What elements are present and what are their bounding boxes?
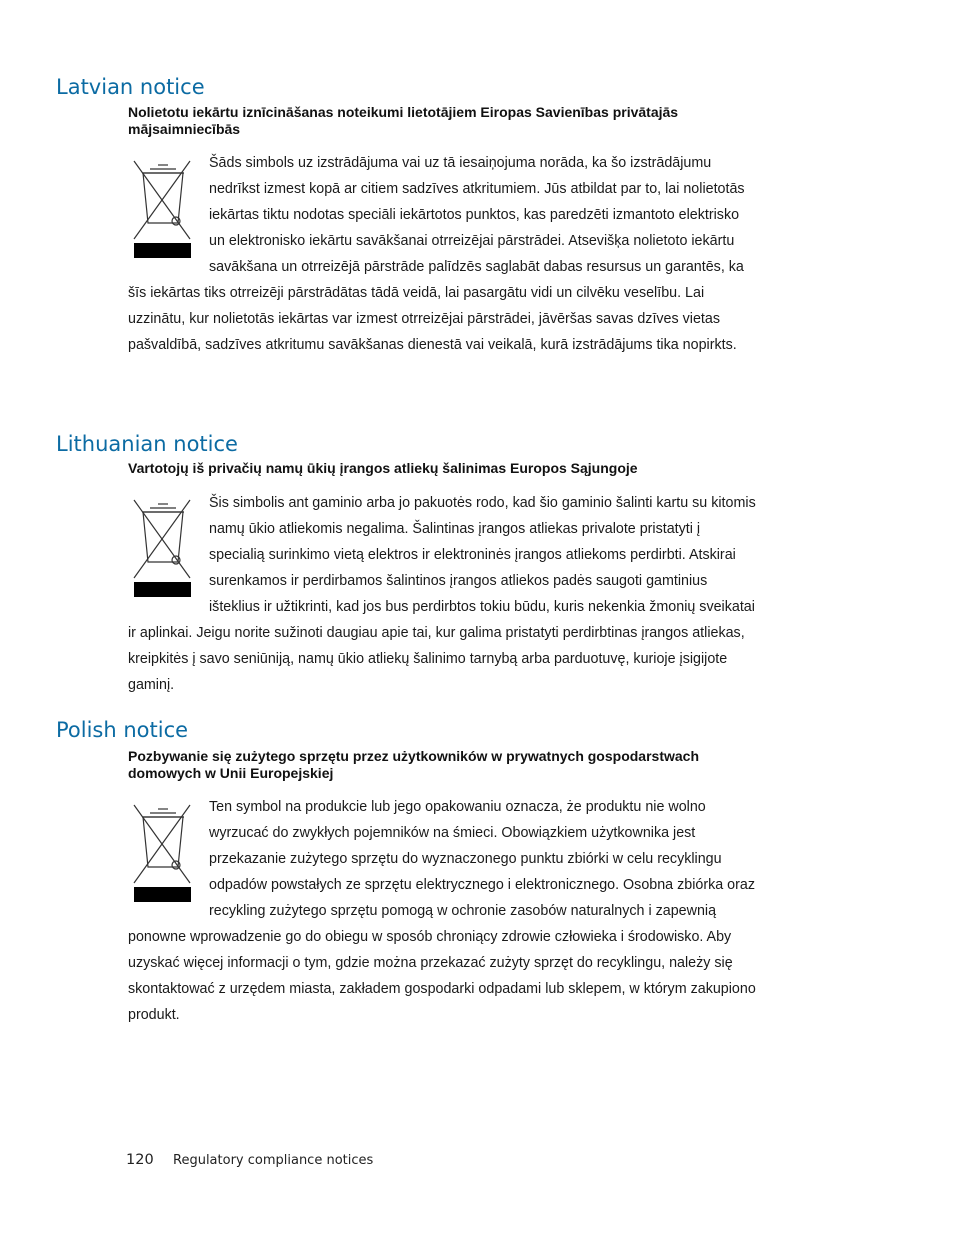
page-number: 120 [126, 1152, 154, 1168]
latvian-notice-heading: Latvian notice [56, 75, 205, 99]
polish-notice-body: Ten symbol na produkcie lub jego opakowaniu oznacza, że produktu nie wolno wyrzucać do zwykłych pojemników na śmieci. Obowiązkiem użytkownika jest przekazanie zużytego sprzętu do wyznaczonego punktu zbiórki w celu recyklingu odpadów powstałych ze sprzętu elektrycznego i elektronicznego. Osobna zbiórka oraz recykling zużytego sprzętu pomogą w ochronie zasobów naturalnych i zapewnią ponowne wprowadzenie go do obiegu w sposób chroniący zdrowie człowieka i środowisko. Aby uzyskać więcej informacji o tym, gdzie można przekazać zużyty sprzęt do recyklingu, należy się skontaktować z urzędem miasta, zakładem gospodarki odpadami lub sklepem, w którym zakupiono produkt. [128, 799, 756, 1023]
footer-title: Regulatory compliance notices [173, 1153, 374, 1168]
lithuanian-notice-subtitle: Vartotojų iš privačių namų ūkių įrangos atliekų šalinimas Europos Sąjungoje [128, 460, 638, 476]
lithuanian-notice-heading: Lithuanian notice [56, 432, 238, 456]
polish-notice-subtitle: Pozbywanie się zużytego sprzętu przez użytkowników w prywatnych gospodarstwach domowych w Unii Europejskiej [128, 748, 699, 781]
lithuanian-notice-body: Šis simbolis ant gaminio arba jo pakuotės rodo, kad šio gaminio šalinti kartu su kitomis namų ūkio atliekomis negalima. Šalintinas įrangos atliekas privalote pristatyti į specialią surinkimo vietą elektros ir elektroninės įrangos atliekoms perdirbti. Atskirai surenkamos ir perdirbamos šalintinos įrangos atliekos padės saugoti gamtinius išteklius ir užtikrinti, kad jos bus perdirbtos tokiu būdu, kuris nekenkia žmonių sveikatai ir aplinkai. Jeigu norite sužinoti daugiau apie tai, kur galima pristatyti perdirbtinas įrangos atliekas, kreipkitės į savo seniūniją, namų ūkio atliekų šalinimo tarnybą arba parduotuvę, kurioje įsigijote gaminį. [128, 495, 756, 693]
latvian-notice-subtitle: Nolietotu iekārtu iznīcināšanas noteikumi lietotājiem Eiropas Savienības privātajās mājsaimniecībās [128, 104, 679, 137]
page-footer [126, 1150, 373, 1170]
polish-notice-heading: Polish notice [56, 718, 189, 742]
latvian-notice-body: Šāds simbols uz izstrādājuma vai uz tā iesaiņojuma norāda, ka šo izstrādājumu nedrīkst izmest kopā ar citiem sadzīves atkritumiem. Jūs atbildat par to, lai nolietotās iekārtas tiktu nodotas speciāli iekārtotos punktos, kas paredzēti izmantoto elektrisko un elektronisko iekārtu savākšanai otrreizējai pārstrādei. Atsevišķa nolietoto iekārtu savākšana un otrreizējā pārstrāde palīdzēs saglabāt dabas resursus un garantēs, ka šīs iekārtas tiks otrreizēji pārstrādātas tādā veidā, lai pasargātu vidi un cilvēku veselību. Lai uzzinātu, kur nolietotās iekārtas var izmest otrreizējai pārstrādei, jāvēršas savas dzīves vietas pašvaldībā, sadzīves atkritumu savākšanas dienestā vai veikalā, kurā izstrādājums tika nopirkts. [128, 155, 745, 353]
